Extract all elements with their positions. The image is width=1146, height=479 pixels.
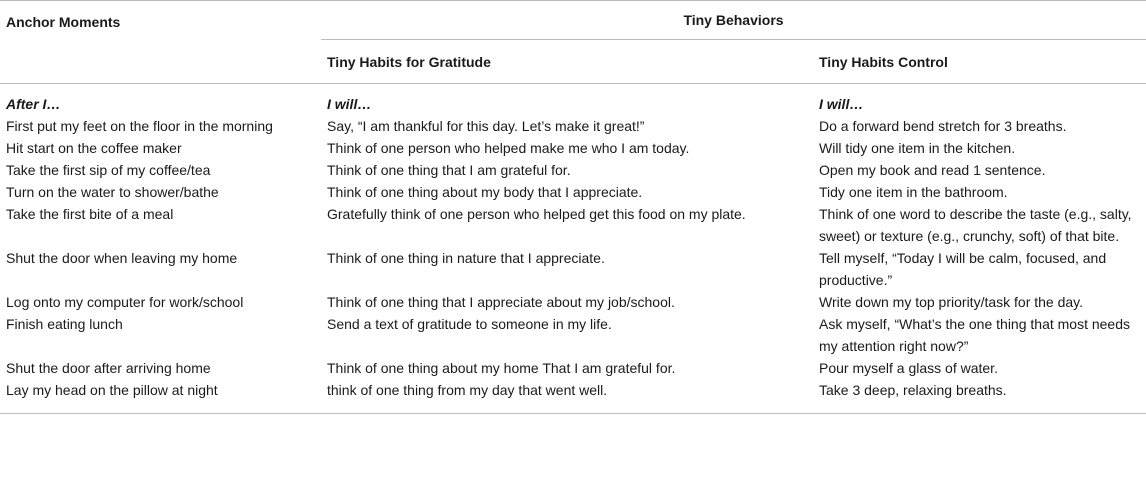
header-anchor-moments: Anchor Moments <box>0 1 321 84</box>
cell-control: Write down my top priority/task for the day. <box>819 294 1084 310</box>
cell-anchor: Turn on the water to shower/bathe <box>6 184 219 200</box>
cell-control: Tell myself, “Today I will be calm, focused, and productive.” <box>819 250 1107 288</box>
header-gratitude: Tiny Habits for Gratitude <box>321 40 813 84</box>
cell-anchor: Log onto my computer for work/school <box>6 294 244 310</box>
lead-control: I will… <box>819 96 864 112</box>
header-tiny-behaviors: Tiny Behaviors <box>321 1 1146 40</box>
cell-control: Open my book and read 1 sentence. <box>819 162 1046 178</box>
table-row <box>0 159 1146 181</box>
cell-gratitude: Think of one thing that I am grateful for. <box>327 162 571 178</box>
cell-gratitude: Send a text of gratitude to someone in my life. <box>327 316 612 332</box>
table-row <box>0 137 1146 159</box>
cell-control: Tidy one item in the bathroom. <box>819 184 1008 200</box>
table-header <box>0 1 1146 84</box>
cell-gratitude: Say, “I am thankful for this day. Let’s make it great!” <box>327 118 645 134</box>
cell-control: Take 3 deep, relaxing breaths. <box>813 379 1146 414</box>
cell-control: Pour myself a glass of water. <box>819 360 998 376</box>
cell-anchor: Hit start on the coffee maker <box>6 140 182 156</box>
cell-anchor: Shut the door when leaving my home <box>6 250 238 266</box>
lead-gratitude: I will… <box>327 96 372 112</box>
cell-anchor: Shut the door after arriving home <box>6 360 211 376</box>
lead-row <box>0 84 1146 116</box>
table-row <box>0 181 1146 203</box>
table-row <box>0 291 1146 313</box>
cell-gratitude: Think of one thing in nature that I appreciate. <box>327 250 605 266</box>
cell-anchor: Take the first sip of my coffee/tea <box>6 162 211 178</box>
table-row <box>0 357 1146 379</box>
table-row <box>0 247 1146 291</box>
cell-anchor: Finish eating lunch <box>6 316 123 332</box>
table-row <box>0 379 1146 414</box>
header-row-group <box>0 1 1146 40</box>
cell-gratitude: Gratefully think of one person who helped get this food on my plate. <box>327 206 746 222</box>
cell-anchor: Lay my head on the pillow at night <box>0 379 321 414</box>
cell-gratitude: think of one thing from my day that went well. <box>321 379 813 414</box>
cell-control: Think of one word to describe the taste (e.g., salty, sweet) or texture (e.g., crunchy, soft) of that bite. <box>819 206 1132 244</box>
cell-control: Ask myself, “What’s the one thing that most needs my attention right now?” <box>819 316 1131 354</box>
header-control: Tiny Habits Control <box>813 40 1146 84</box>
cell-gratitude: Think of one thing that I appreciate about my job/school. <box>327 294 675 310</box>
table-body <box>0 84 1146 414</box>
cell-control: Do a forward bend stretch for 3 breaths. <box>819 118 1067 134</box>
table-row <box>0 115 1146 137</box>
lead-anchor: After I… <box>6 96 61 112</box>
cell-gratitude: Think of one thing about my home That I am grateful for. <box>327 360 676 376</box>
table-row <box>0 203 1146 247</box>
cell-anchor: First put my feet on the floor in the morning <box>6 118 273 134</box>
cell-gratitude: Think of one thing about my body that I appreciate. <box>327 184 643 200</box>
cell-gratitude: Think of one person who helped make me who I am today. <box>327 140 690 156</box>
table-row <box>0 313 1146 357</box>
cell-control: Will tidy one item in the kitchen. <box>819 140 1016 156</box>
cell-anchor: Take the first bite of a meal <box>6 206 174 222</box>
